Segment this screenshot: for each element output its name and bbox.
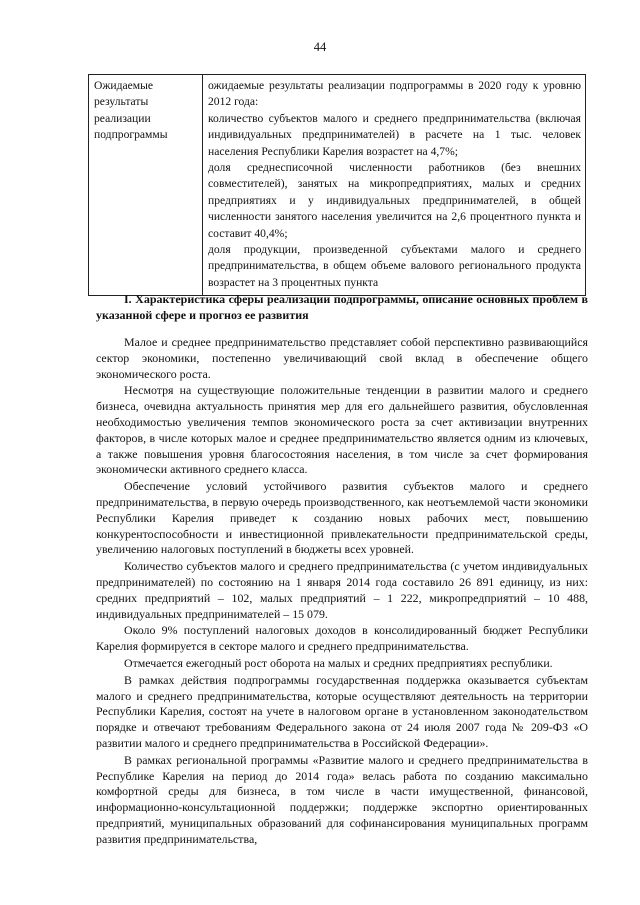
paragraph: В рамках действия подпрограммы государственная поддержка оказывается субъектам малого и среднего предпринимательства, которые осуществляют деятельность на территории Республики Карелия, состоят на учете в налоговом органе в установленном законодательством порядке и отвечают требованиям Федерального закона от 24 июля 2007 года № 209-ФЗ «О развитии малого и среднего предпринимательства в Российской Федерации». [96, 672, 588, 750]
label-line: подпрограммы [94, 128, 168, 142]
paragraph: Обеспечение условий устойчивого развития субъектов малого и среднего предпринимательства, в первую очередь производственного, как неотъемлемой части экономики Республики Карелия приведет к созданию новых рабочих мест, повышению конкурентоспособности и инвестиционной привлекательности предпринимательской среды, увеличению налоговых поступлений в бюджеты всех уровней. [96, 479, 588, 557]
expected-results-table [88, 74, 586, 296]
paragraph: Малое и среднее предпринимательство представляет собой перспективно развивающийся сектор экономики, постепенно увеличивающий свой вклад в обеспечение общего экономического роста. [96, 335, 588, 381]
result-item: количество субъектов малого и среднего предпринимательства (включая индивидуальных предпринимателей) в расчете на 1 тыс. человек населения Республики Карелия возрастет на 4,7%; [208, 111, 581, 158]
table-label-cell [89, 75, 203, 296]
result-item: доля среднесписочной численности работников (без внешних совместителей), занятых на микропредприятиях, малых и средних предприятиях и у индивидуальных предпринимателей, в общей численности занятого населения увеличится на 2,6 процентного пункта и составит 40,4%; [208, 161, 581, 240]
paragraph: Отмечается ежегодный рост оборота на малых и средних предприятиях республики. [124, 655, 553, 670]
table-row [89, 75, 586, 296]
paragraph: В рамках региональной программы «Развитие малого и среднего предпринимательства в Республике Карелия на период до 2014 года» велась работа по созданию максимально комфортной среды для бизнеса, в том числе в части имущественной, финансовой, информационно-консультационной поддержки; поддержке экспортно ориентированных предприятий, муниципальных образований для софинансирования муниципальных программ развития предпринимательства, [96, 752, 588, 846]
paragraph: Количество субъектов малого и среднего предпринимательства (с учетом индивидуальных предпринимателей) по состоянию на 1 января 2014 года составило 26 891 единицу, из них: средних предприятий – 102, малых предприятий – 1 222, микропредприятий – 10 488, индивидуальных предпринимателей – 15 079. [96, 559, 588, 621]
label-line: результаты [94, 95, 149, 109]
paragraph: Несмотря на существующие положительные тенденции в развитии малого и среднего бизнеса, очевидна актуальность принятия мер для его дальнейшего развития, обусловленная необходимостью увеличения темпов экономического роста за счет активизации внутренних факторов, в числе которых малое и среднее предпринимательство является одним из ключевых, а также повышения уровня благосостояния населения, в том числе за счет формирования экономически активного среднего класса. [96, 383, 588, 477]
result-item: ожидаемые результаты реализации подпрограммы в 2020 году к уровню 2012 года: [208, 79, 581, 109]
paragraph: Около 9% поступлений налоговых доходов в консолидированный бюджет Республики Карелия формируется в секторе малого и среднего предпринимательства. [96, 623, 588, 654]
label-line: реализации [94, 111, 151, 125]
table-content-cell [203, 75, 586, 296]
result-item: доля продукции, произведенной субъектами малого и среднего предпринимательства, в общем объеме валового регионального продукта возрастет на 3 процентных пункта [208, 243, 581, 289]
page-number: 44 [313, 40, 327, 54]
label-line: Ожидаемые [94, 79, 154, 92]
section-body [96, 335, 588, 849]
section-heading: I. Характеристика сферы реализации подпрограммы, описание основных проблем в указанной сфере и прогноз ее развития [96, 292, 588, 322]
